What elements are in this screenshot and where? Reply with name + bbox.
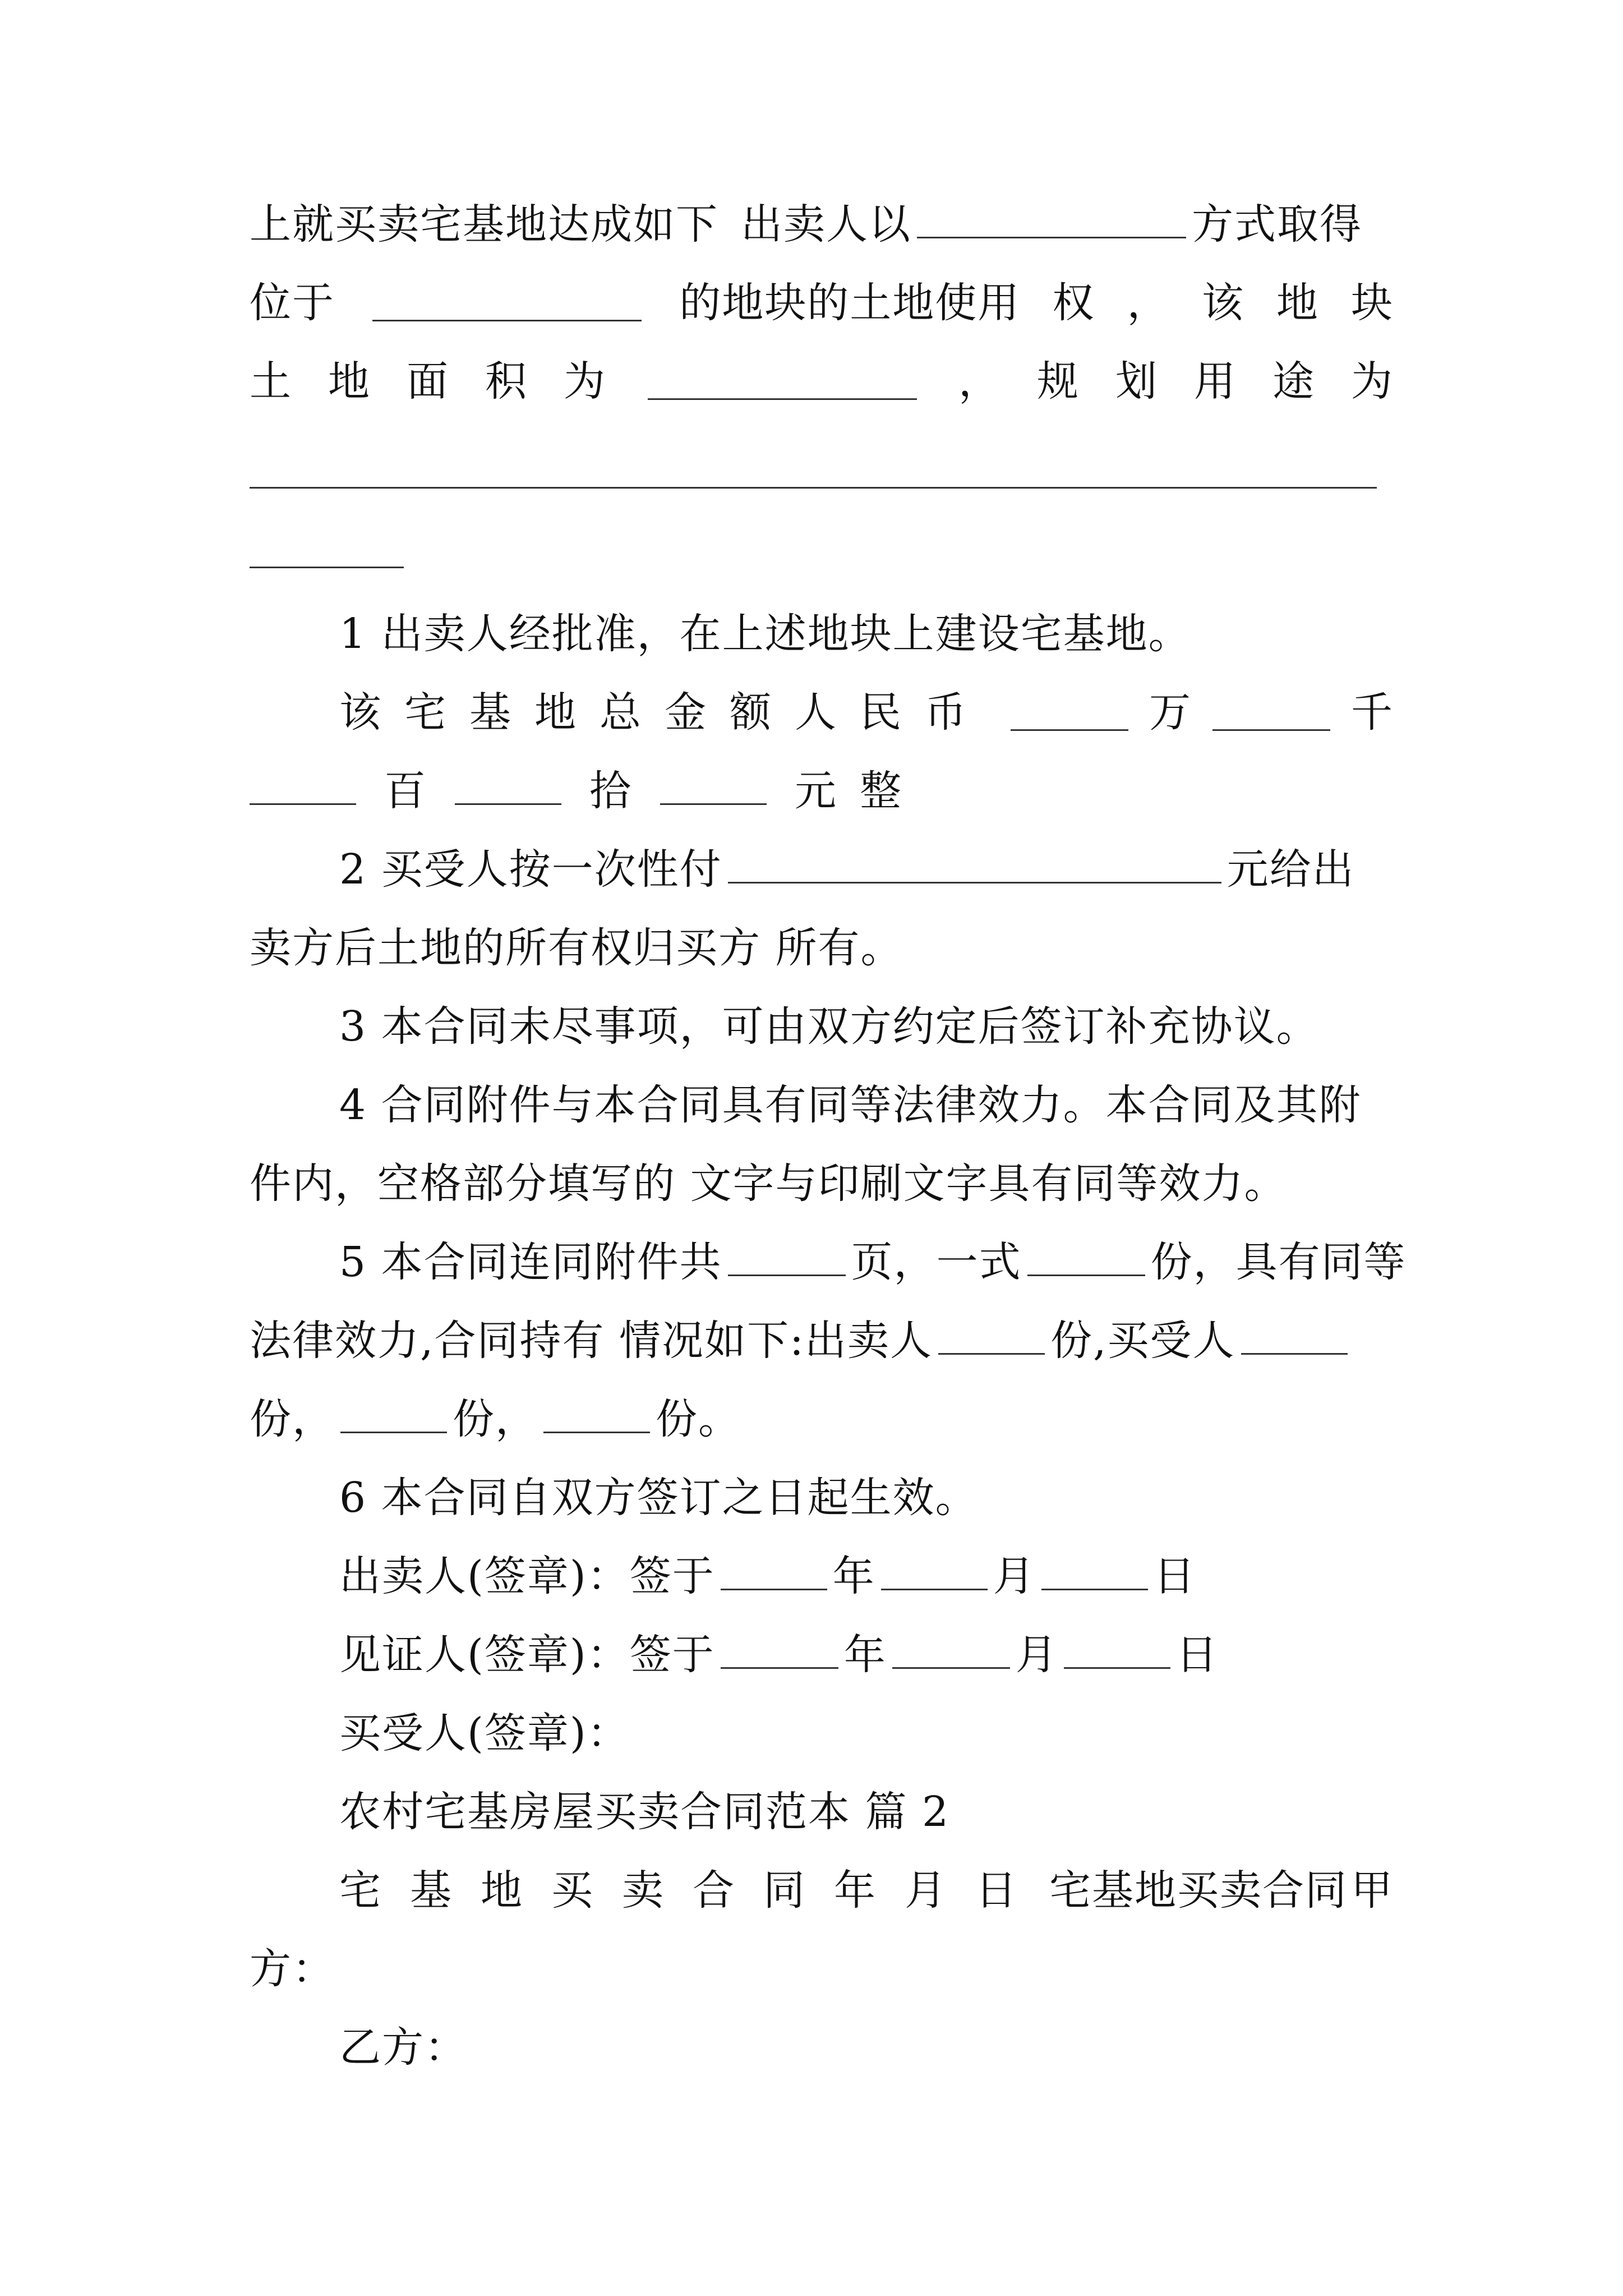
seller-year-label: 年 [832, 1552, 875, 1600]
line-2-text-g: 块 [1350, 279, 1394, 327]
line-1-text-b: 出卖人以 [741, 200, 911, 249]
clause-5-text-e: 份,买受人 [1050, 1317, 1235, 1365]
line-3-char-6: 规 [1037, 357, 1080, 406]
line-3-comma: ， [958, 357, 1001, 406]
amount-bai-label: 百 [384, 767, 427, 815]
contract-line-2 [250, 275, 1394, 331]
planned-use-blank-line-continued[interactable] [250, 567, 404, 568]
seller-month-label: 月 [993, 1552, 1036, 1600]
line-2-text-e: 该 [1201, 279, 1244, 327]
line-3-char-3: 面 [407, 357, 449, 406]
line-3-char-7: 划 [1115, 357, 1158, 406]
section-2-heading-line [339, 1862, 1394, 1918]
line-2-text-b: 的地块的土地使用 [679, 279, 1021, 327]
amount-shi-blank[interactable] [455, 769, 561, 805]
clause-2-text-b: 元给出 [1227, 845, 1355, 894]
page-count-blank[interactable] [728, 1240, 846, 1276]
line-2-text-a: 位于 [250, 279, 335, 327]
clause-2-line-2: 卖方后土地的所有权归买方 所有。 [250, 924, 903, 972]
copy-count-blank[interactable] [1027, 1240, 1145, 1276]
line-1-text-c: 方式取得 [1192, 200, 1362, 249]
buyer-copies-blank[interactable] [1241, 1318, 1348, 1355]
clause-4-line-2: 件内，空格部分填写的 文字与印刷文字具有同等效力。 [250, 1159, 1287, 1208]
clause-1-amount-line-2 [250, 763, 1394, 819]
line-3-char-9: 途 [1272, 357, 1315, 406]
line-3-char-8: 用 [1194, 357, 1237, 406]
witness-year-label: 年 [843, 1631, 887, 1679]
clause-1-amount-line [339, 684, 1394, 740]
witness-signature-label: 见证人(签章)：签于 [339, 1631, 715, 1679]
clause-5-text-b: 页，一式 [851, 1238, 1022, 1286]
section-2-title: 农村宅基房屋买卖合同范本 篇 2 [339, 1788, 950, 1836]
clause-5-text-d: 法律效力,合同持有 情况如下:出卖人 [250, 1317, 933, 1365]
clause-5-text-h: 份。 [656, 1395, 741, 1443]
line-3-char-4: 积 [485, 357, 528, 406]
line-2-text-d: ， [1127, 279, 1170, 327]
amount-wan-blank[interactable] [1011, 694, 1128, 731]
buyer-signature-line: 买受人(签章)： [339, 1709, 630, 1757]
seller-sign-day-blank[interactable] [1041, 1554, 1148, 1590]
section-2-heading-text-b: 宅基地买卖合同 [1049, 1866, 1348, 1915]
amount-bai-blank[interactable] [250, 769, 356, 805]
line-3-char-5: 为 [564, 357, 606, 406]
clause-5 [339, 1234, 1407, 1290]
witness-sign-day-blank[interactable] [1064, 1632, 1170, 1669]
seller-day-label: 日 [1153, 1552, 1196, 1600]
other-copies-blank-2[interactable] [543, 1397, 650, 1433]
clause-5-line-3 [250, 1391, 1394, 1447]
acquisition-method-blank[interactable] [917, 202, 1186, 238]
seller-sign-year-blank[interactable] [721, 1554, 827, 1590]
amount-shi-label: 拾 [589, 767, 632, 815]
contract-line-3 [250, 353, 1394, 409]
line-3-char-2: 地 [328, 357, 371, 406]
clause-5-text-f: 份， [250, 1395, 335, 1443]
amount-qian-label: 千 [1351, 688, 1394, 737]
amount-yuan-blank[interactable] [660, 769, 767, 805]
seller-signature-line [339, 1548, 1394, 1604]
clause-1: 1 出卖人经批准，在上述地块上建设宅基地。 [339, 610, 1191, 658]
witness-month-label: 月 [1015, 1631, 1058, 1679]
line-3-char-1: 土 [250, 357, 292, 406]
clause-4: 4 合同附件与本合同具有同等法律效力。本合同及其附 [339, 1081, 1362, 1129]
witness-sign-year-blank[interactable] [721, 1632, 838, 1669]
section-2-heading-text-c: 甲 [1351, 1866, 1394, 1915]
land-location-blank[interactable] [372, 285, 642, 321]
clause-5-text-c: 份，具有同等 [1150, 1238, 1407, 1286]
amount-qian-blank[interactable] [1212, 694, 1330, 731]
clause-5-line-2 [250, 1313, 1394, 1369]
planned-use-blank-line[interactable] [250, 487, 1377, 489]
line-3-char-10: 为 [1351, 357, 1394, 406]
witness-sign-month-blank[interactable] [892, 1632, 1010, 1669]
seller-sign-month-blank[interactable] [881, 1554, 988, 1590]
witness-signature-line [339, 1627, 1394, 1683]
clause-6: 6 本合同自双方签订之日起生效。 [339, 1474, 978, 1522]
amount-yuan-label: 元整 [795, 767, 925, 815]
line-2-text-f: 地 [1276, 279, 1319, 327]
clause-2 [339, 841, 1394, 898]
other-copies-blank-1[interactable] [340, 1397, 447, 1433]
land-area-blank[interactable] [648, 364, 917, 400]
section-2-heading-text-a: 宅基地买卖合同年月日 [339, 1866, 1046, 1915]
amount-wan-label: 万 [1149, 688, 1192, 737]
party-b-label: 乙方： [339, 2023, 467, 2072]
clause-2-text-a: 2 买受人按一次性付 [339, 845, 722, 894]
seller-signature-label: 出卖人(签章)：签于 [339, 1552, 715, 1600]
clause-5-text-g: 份， [453, 1395, 538, 1443]
payment-amount-blank[interactable] [728, 847, 1221, 884]
party-a-label: 方： [250, 1945, 335, 1993]
witness-day-label: 日 [1175, 1631, 1219, 1679]
line-2-text-c: 权 [1052, 279, 1095, 327]
line-1-text-a: 上就买卖宅基地达成如下 [250, 200, 718, 249]
clause-5-text-a: 5 本合同连同附件共 [339, 1238, 722, 1286]
clause-3: 3 本合同未尽事项，可由双方约定后签订补充协议。 [339, 1002, 1319, 1051]
seller-copies-blank[interactable] [938, 1318, 1045, 1355]
amount-label: 该宅基地总金额人民币 [339, 688, 990, 737]
contract-line-1 [250, 196, 1394, 252]
